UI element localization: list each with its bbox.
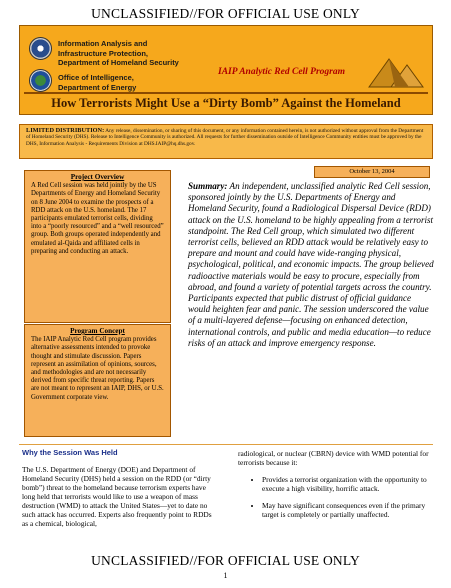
dhs-org-block <box>58 39 179 68</box>
summary-label: Summary: <box>188 181 228 191</box>
why-right-intro: radiological, or nuclear (CBRN) device with WMD potential for terrorists because it: <box>238 449 429 467</box>
limited-distribution-box <box>19 124 433 159</box>
project-overview-body: A Red Cell session was held jointly by the US Departments of Energy and Homeland Security on 8 June 2004 to examine the prospects of a RDD attack on the U.S. homeland. The 17 participants emulated terrorist cells, dividing into a “poorly resourced” and a “well resourced” group. Both groups operated independently and emulated al-Qaida and affiliated cells in preparing and conducting an attack. <box>31 182 164 255</box>
project-overview-heading: Project Overview <box>70 173 125 181</box>
pyramids-icon <box>365 51 425 89</box>
program-concept-body: The IAIP Analytic Red Cell program provides alternative assessments intended to provoke thought and stimulate discussion. Papers represent an assimilation of opinions, sources, and methodologies and are not necessarily derived from specific threat reporting. Papers are not meant to represent an IAIP, DHS, or U.S. Government corporate view. <box>31 336 164 401</box>
doe-org-line: Department of Energy <box>58 82 137 92</box>
program-title: IAIP Analytic Red Cell Program <box>218 67 346 77</box>
page-number: 1 <box>223 571 228 580</box>
dhs-org-line: Infrastructure Protection, <box>58 48 149 58</box>
doe-org-block <box>58 73 136 92</box>
project-overview-box <box>24 170 171 323</box>
date-box: October 13, 2004 <box>314 166 430 178</box>
why-left-column: The U.S. Department of Energy (DOE) and Department of Homeland Security (DHS) held a session on the RDD (or “dirty bomb”) threat to the homeland because terrorism experts have long held that terrorists would like to use a weapon of mass destruction (WMD) to attack the United States—yet to date no such attack has occurred. Experts also frequently point to RDDs as a chemical, biological, <box>22 465 212 528</box>
dhs-org-line: Information Analysis and <box>58 39 148 48</box>
list-item: • Provides a terrorist organization with the opportunity to execute a high visibility, horrific attack. <box>262 475 434 493</box>
header-divider <box>24 92 428 94</box>
header-banner <box>19 25 433 115</box>
doe-org-line: Office of Intelligence, <box>58 73 134 82</box>
program-concept-box <box>24 324 171 437</box>
summary-paragraph <box>188 181 434 349</box>
list-item: • May have significant consequences even if the primary target is completely or partially unaffected. <box>262 501 434 519</box>
limited-distribution-label: LIMITED DISTRIBUTION: <box>26 127 105 134</box>
doe-seal-icon <box>29 69 52 92</box>
dhs-org-line: Department of Homeland Security <box>58 58 179 67</box>
program-concept-heading: Program Concept <box>70 327 125 335</box>
why-bullet-list <box>238 475 434 519</box>
document-title: How Terrorists Might Use a “Dirty Bomb” Against the Homeland <box>51 96 401 110</box>
dhs-seal-icon <box>29 37 52 60</box>
why-section-heading: Why the Session Was Held <box>22 448 118 457</box>
classification-banner-bottom: UNCLASSIFIED//FOR OFFICIAL USE ONLY <box>91 553 360 568</box>
summary-text: An independent, unclassified analytic Red Cell session, sponsored jointly by the U.S. Departments of Energy and Homeland Security, found a Radiological Dispersal Device (RDD) attack on the U.S. homeland to be highly appealing from a terrorist standpoint. The Red Cell group, which simulated two different terrorist cells, believed an RDD attack would be relatively easy to prepare and mount and could have wide-ranging physical, psychological, political, and economic impacts. The group believed radioactive materials would be easy to procure, especially from abroad, and found a variety of potential targets across the country. Participants expected that public distrust of official guidance would heighten fear and panic. The session underscored the value of a multi-layered defense—focusing on enhanced detection, international controls, and public and media education—to reduce risks of an attack and improve emergency response. <box>188 181 434 348</box>
section-divider <box>19 444 433 445</box>
why-right-column <box>238 449 434 527</box>
classification-banner-top: UNCLASSIFIED//FOR OFFICIAL USE ONLY <box>91 6 360 21</box>
limited-distribution-text: Any release, dissemination, or sharing of this document, or any information contained herein, is not authorized without approval from the Department of Homeland Security (DHS). Release to Intelligence Community is authorized. All requests for further dissemination outside of Intelligence Community entities must be approved by the DHS, Information Analysis - Requirements Division at DHS.IAIP@hq.dhs.gov. <box>26 128 424 147</box>
